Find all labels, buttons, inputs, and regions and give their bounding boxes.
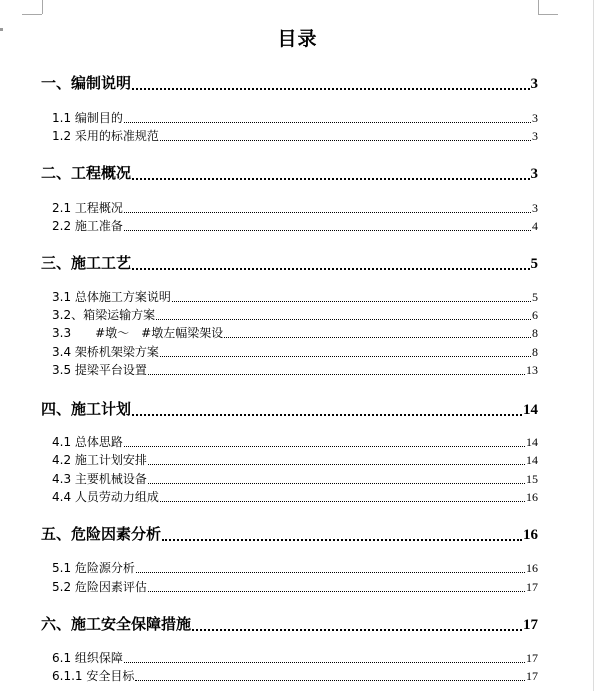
toc-section-entry[interactable] — [52, 488, 538, 505]
toc-dot-leader — [124, 121, 531, 123]
toc-section-entry[interactable] — [52, 343, 538, 360]
toc-dot-leader — [132, 413, 522, 416]
toc-entry-label: 二、工程概况 — [41, 164, 132, 182]
margin-corner-marker — [538, 0, 539, 14]
toc-entry-label: 1.1 编制目的 — [52, 111, 123, 125]
toc-page-number: 5 — [530, 256, 538, 272]
toc-dot-leader — [124, 661, 525, 663]
toc-section-entry[interactable] — [52, 451, 538, 468]
page-title: 目录 — [277, 28, 318, 50]
toc-page-number: 6 — [532, 308, 538, 322]
toc-page-number: 16 — [526, 490, 538, 504]
toc-chapter-entry[interactable] — [41, 523, 538, 544]
toc-dot-leader — [124, 445, 525, 447]
toc-entry-label: 6.1 组织保障 — [52, 651, 123, 665]
toc-page-number: 17 — [526, 580, 538, 594]
toc-chapter-entry[interactable] — [41, 162, 538, 183]
toc-section-entry[interactable] — [52, 649, 538, 666]
toc-section-entry[interactable] — [52, 324, 538, 341]
toc-page-number: 15 — [526, 472, 538, 486]
toc-page-number: 14 — [526, 453, 538, 467]
toc-chapter-entry[interactable] — [41, 613, 538, 634]
toc-entry-label: 2.2 施工准备 — [52, 219, 123, 233]
toc-section-entry[interactable] — [52, 470, 538, 487]
toc-chapter-entry[interactable] — [41, 252, 538, 273]
toc-dot-leader — [135, 679, 525, 681]
toc-page-number: 5 — [532, 290, 538, 304]
toc-section-entry[interactable] — [52, 217, 538, 234]
toc-dot-leader — [160, 500, 525, 502]
toc-page-number: 17 — [523, 617, 538, 633]
toc-page-number: 8 — [532, 326, 538, 340]
toc-page-number: 3 — [532, 111, 538, 125]
margin-corner-marker — [538, 14, 558, 15]
toc-entry-label: 四、施工计划 — [41, 400, 132, 418]
toc-entry-label: 6.1.1 安全目标 — [52, 669, 135, 683]
toc-dot-leader — [136, 571, 525, 573]
toc-entry-label: 3.1 总体施工方案说明 — [52, 290, 171, 304]
toc-entry-label: 五、危险因素分析 — [41, 525, 162, 543]
toc-dot-leader — [162, 538, 522, 541]
toc-section-entry[interactable] — [52, 361, 538, 378]
toc-entry-label: 4.1 总体思路 — [52, 435, 123, 449]
toc-page-number: 3 — [530, 76, 538, 92]
toc-dot-leader — [132, 177, 529, 180]
margin-corner-marker — [22, 14, 42, 15]
toc-chapter-entry[interactable] — [41, 72, 538, 93]
toc-entry-label: 3.2、箱梁运输方案 — [52, 308, 156, 322]
toc-entry-label: 三、施工工艺 — [41, 254, 132, 272]
toc-section-entry[interactable] — [52, 559, 538, 576]
toc-page-number: 17 — [526, 651, 538, 665]
toc-page-number: 16 — [526, 561, 538, 575]
toc-dot-leader — [148, 590, 525, 592]
toc-section-entry[interactable] — [52, 578, 538, 595]
toc-entry-label: 一、编制说明 — [41, 74, 132, 92]
toc-dot-leader — [132, 267, 529, 270]
toc-section-entry[interactable] — [52, 109, 538, 126]
toc-entry-label: 六、施工安全保障措施 — [41, 615, 192, 633]
toc-entry-label: 4.4 人员劳动力组成 — [52, 490, 159, 504]
toc-dot-leader — [156, 318, 531, 320]
toc-section-entry[interactable] — [52, 288, 538, 305]
toc-dot-leader — [224, 336, 531, 338]
toc-page-number: 17 — [526, 669, 538, 683]
toc-entry-label: 4.3 主要机械设备 — [52, 472, 147, 486]
toc-page-number: 3 — [532, 201, 538, 215]
toc-dot-leader — [132, 87, 529, 90]
toc-dot-leader — [160, 355, 531, 357]
toc-entry-label: 5.1 危险源分析 — [52, 561, 135, 575]
toc-page-number: 14 — [526, 435, 538, 449]
margin-corner-marker — [42, 0, 43, 14]
toc-page-number: 13 — [526, 363, 538, 377]
toc-page-number: 16 — [523, 527, 538, 543]
toc-entry-label: 3.4 架桥机架梁方案 — [52, 345, 159, 359]
toc-page-number: 4 — [532, 219, 538, 233]
toc-entry-label: 3.5 提梁平台设置 — [52, 363, 147, 377]
toc-dot-leader — [172, 300, 531, 302]
toc-dot-leader — [148, 463, 525, 465]
toc-page-number: 3 — [532, 129, 538, 143]
toc-section-entry[interactable] — [52, 667, 538, 684]
toc-section-entry[interactable] — [52, 199, 538, 216]
toc-section-entry[interactable] — [52, 306, 538, 323]
toc-section-entry[interactable] — [52, 127, 538, 144]
toc-entry-label: 5.2 危险因素评估 — [52, 580, 147, 594]
toc-entry-label: 4.2 施工计划安排 — [52, 453, 147, 467]
toc-page-number: 14 — [523, 402, 538, 418]
toc-section-entry[interactable] — [52, 433, 538, 450]
toc-entry-label: 1.2 采用的标准规范 — [52, 129, 159, 143]
page-edge-line — [593, 0, 594, 691]
toc-entry-label: 3.3 #墩～ #墩左幅梁架设 — [52, 326, 224, 340]
toc-entry-label: 2.1 工程概况 — [52, 201, 123, 215]
toc-dot-leader — [124, 211, 531, 213]
toc-chapter-entry[interactable] — [41, 398, 538, 419]
toc-dot-leader — [160, 139, 531, 141]
toc-dot-leader — [148, 482, 525, 484]
toc-dot-leader — [192, 628, 522, 631]
toc-page-number: 8 — [532, 345, 538, 359]
toc-dot-leader — [124, 229, 531, 231]
toc-page-number: 3 — [530, 166, 538, 182]
toc-dot-leader — [148, 373, 525, 375]
